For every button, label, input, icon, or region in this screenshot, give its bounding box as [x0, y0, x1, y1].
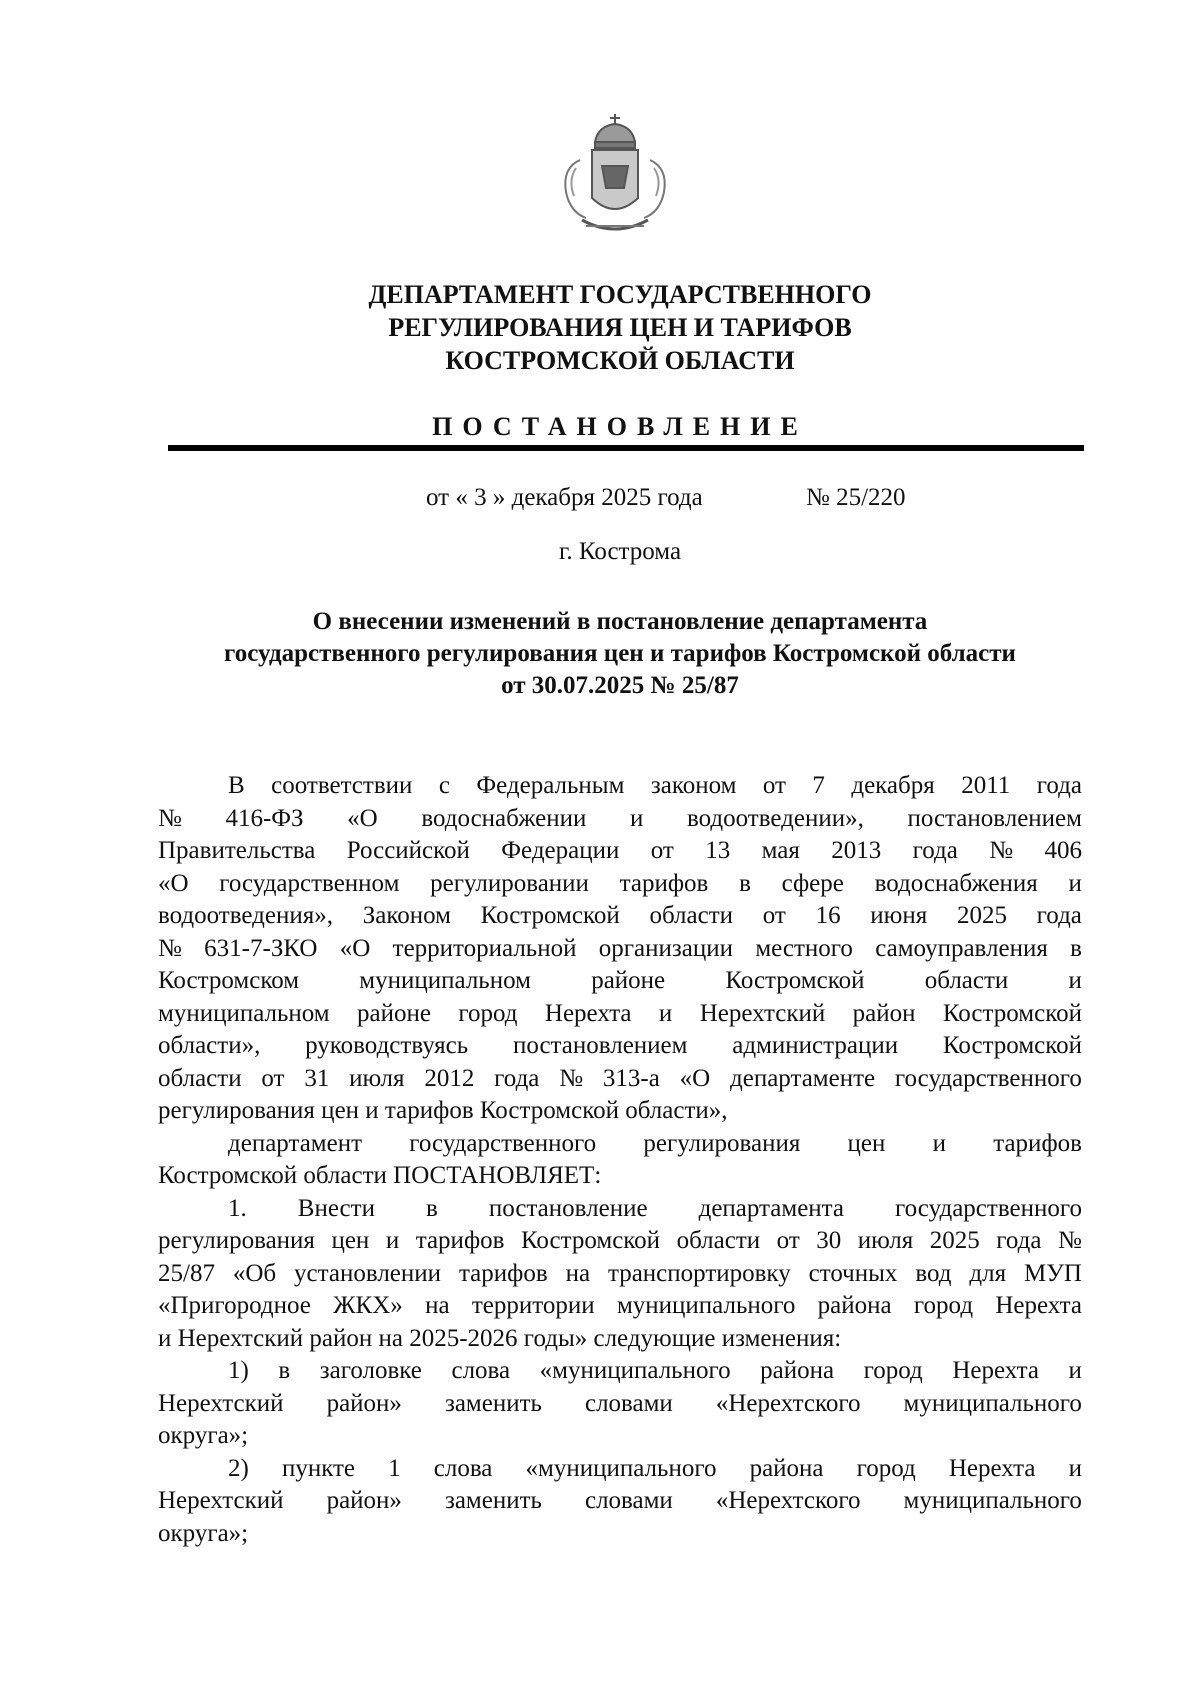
- body-line: [158, 803, 1082, 836]
- body-line: [158, 1290, 1082, 1323]
- body-word: года: [1036, 772, 1082, 799]
- body-word: водоснабжении: [421, 804, 587, 832]
- body-word: от: [762, 902, 786, 929]
- body-word: территории: [471, 1292, 595, 1319]
- body-line-text: регулирования цен и тарифов Костромской области»,: [158, 1097, 728, 1124]
- body-word: постановлением: [512, 1032, 688, 1059]
- body-word: территориальной: [392, 934, 577, 962]
- body-word: район: [852, 999, 916, 1027]
- body-word: тарифов: [619, 869, 709, 897]
- body-word: Нерехта: [952, 1357, 1039, 1384]
- body-word: и: [1068, 1454, 1082, 1482]
- body-line-text: и Нерехтский район на 2025-2026 годы» следующие изменения:: [158, 1324, 842, 1352]
- body-line: [158, 1420, 1082, 1453]
- body-line-text: Костромской области ПОСТАНОВЛЯЕТ:: [158, 1162, 602, 1189]
- body-word: №: [989, 837, 1014, 864]
- body-word: 406: [1044, 837, 1082, 864]
- body-line: [158, 770, 1082, 803]
- body-word: от: [762, 772, 786, 799]
- body-word: организации: [598, 934, 733, 962]
- body-word: области: [924, 967, 1009, 994]
- body-word: декабря: [851, 772, 935, 799]
- body-word: сточных: [808, 1259, 898, 1287]
- body-word: и: [1068, 1357, 1082, 1384]
- body-word: самоуправления: [875, 934, 1048, 962]
- body-word: МУП: [1024, 1259, 1082, 1287]
- body-word: департамент: [228, 1129, 363, 1157]
- body-word: государственного: [895, 1194, 1082, 1222]
- body-word: Нерехта: [544, 999, 632, 1027]
- body-word: 13: [705, 837, 731, 864]
- body-word: тарифов: [415, 1227, 505, 1254]
- body-word: области»,: [158, 1032, 261, 1059]
- body-word: словами: [584, 1487, 673, 1514]
- body-word: водоотведении»,: [687, 804, 864, 832]
- body-word: районе: [357, 999, 431, 1027]
- body-word: цен: [331, 1227, 370, 1254]
- body-line: [158, 1128, 1082, 1161]
- body-line: [158, 1518, 1082, 1551]
- body-word: и: [630, 804, 644, 832]
- body-word: законом: [650, 772, 737, 799]
- body-word: в: [278, 1357, 291, 1384]
- body-word: муниципального: [903, 1389, 1082, 1417]
- body-word: 7: [812, 772, 825, 799]
- body-word: постановлением: [907, 804, 1082, 832]
- document-number: № 25/220: [806, 484, 906, 511]
- body-word: Нерехтский: [158, 1389, 284, 1417]
- body-word: Костромской: [942, 999, 1082, 1027]
- body-word: Нерехта: [948, 1454, 1036, 1482]
- body-word: июля: [857, 1227, 914, 1254]
- body-word: №: [1058, 1227, 1082, 1254]
- body-word: и: [932, 1129, 947, 1157]
- body-word: области: [676, 1227, 761, 1254]
- body-word: от: [776, 1227, 800, 1254]
- body-word: государственном: [219, 869, 400, 897]
- body-word: 2025: [956, 902, 1007, 929]
- body-word: июля: [349, 1064, 405, 1092]
- body-word: года: [494, 1064, 540, 1092]
- department-title-line: РЕГУЛИРОВАНИЯ ЦЕН И ТАРИФОВ: [388, 313, 852, 342]
- body-word: Федеральным: [476, 772, 625, 799]
- body-word: Внести: [297, 1194, 375, 1222]
- body-word: государственного: [409, 1129, 597, 1157]
- body-word: №: [158, 934, 182, 962]
- body-word: 313-а: [602, 1064, 660, 1092]
- body-word: установлении: [294, 1259, 442, 1287]
- body-word: заголовке: [319, 1357, 422, 1384]
- body-word: и: [658, 999, 673, 1027]
- body-word: регулировании: [430, 869, 589, 897]
- body-line: [158, 933, 1082, 966]
- body-word: водоснабжения: [874, 869, 1038, 897]
- body-word: администрации: [732, 1032, 899, 1059]
- body-word: департаменте: [730, 1064, 876, 1092]
- body-line: [158, 998, 1082, 1031]
- body-word: тарифов: [458, 1259, 548, 1287]
- body-word: 16: [815, 902, 841, 929]
- body-word: тарифов: [993, 1129, 1082, 1157]
- body-line: [158, 900, 1082, 933]
- body-word: от: [261, 1064, 285, 1092]
- body-word: муниципального: [616, 1292, 796, 1319]
- body-word: области: [158, 1064, 242, 1092]
- body-word: заменить: [444, 1487, 542, 1514]
- body-word: департамента: [698, 1194, 845, 1222]
- body-word: Костромской: [725, 967, 865, 994]
- body-word: «О: [679, 1064, 711, 1092]
- body-word: «О: [347, 804, 378, 832]
- body-word: 30: [816, 1227, 842, 1254]
- body-word: 2011: [961, 772, 1011, 799]
- body-word: В: [228, 772, 245, 799]
- body-word: с: [438, 772, 450, 799]
- coat-of-arms-icon: [540, 108, 690, 243]
- body-word: на: [565, 1259, 591, 1287]
- body-word: постановление: [488, 1194, 648, 1222]
- department-title-line: ДЕПАРТАМЕНТ ГОСУДАРСТВЕННОГО: [368, 280, 872, 309]
- body-line: [158, 1388, 1082, 1421]
- body-word: заменить: [444, 1389, 542, 1417]
- body-word: Костромской: [480, 902, 620, 929]
- body-line: [158, 1485, 1082, 1518]
- body-word: мая: [761, 837, 800, 864]
- body-line-text: округа»;: [158, 1519, 249, 1547]
- body-line: [158, 1225, 1082, 1258]
- body-word: в: [1070, 934, 1082, 962]
- body-word: «муниципального: [539, 1357, 731, 1384]
- body-word: Костромском: [158, 967, 300, 994]
- body-line: [158, 835, 1082, 868]
- body-line: [158, 1160, 1082, 1193]
- department-title-line: КОСТРОМСКОЙ ОБЛАСТИ: [445, 346, 795, 375]
- body-word: районе: [591, 967, 666, 994]
- body-word: «Нерехтского: [715, 1389, 861, 1417]
- body-word: сфере: [781, 869, 844, 897]
- body-word: муниципального: [903, 1487, 1082, 1514]
- body-word: «муниципального: [525, 1454, 717, 1482]
- body-word: в: [426, 1194, 438, 1222]
- body-word: 1): [228, 1357, 249, 1384]
- body-word: цен: [847, 1129, 886, 1157]
- body-word: «О: [158, 869, 189, 897]
- body-word: район»: [326, 1389, 402, 1417]
- body-word: Российской: [346, 837, 470, 864]
- body-word: муниципальном: [158, 999, 330, 1027]
- body-word: государственного: [894, 1064, 1082, 1092]
- body-word: руководствуясь: [305, 1032, 469, 1059]
- body-word: муниципальном: [359, 967, 531, 994]
- body-word: №: [559, 1064, 584, 1092]
- body-word: и: [1068, 869, 1082, 897]
- document-date: от « 3 » декабря 2025 года: [426, 484, 703, 511]
- body-word: июня: [870, 902, 928, 929]
- body-word: район»: [326, 1487, 402, 1514]
- body-word: и: [1068, 967, 1082, 994]
- body-word: Костромской: [520, 1227, 661, 1254]
- body-line: [158, 965, 1082, 998]
- body-word: соответствии: [271, 772, 413, 799]
- body-word: город: [913, 1292, 974, 1319]
- document-city: г. Кострома: [558, 538, 682, 565]
- body-word: и: [385, 1227, 400, 1254]
- header-divider: [168, 445, 1084, 451]
- body-word: 25/87: [158, 1259, 215, 1287]
- body-word: 416-ФЗ: [225, 804, 304, 832]
- body-line: [158, 868, 1082, 901]
- body-line: [158, 1030, 1082, 1063]
- body-word: пункте: [281, 1454, 356, 1482]
- body-word: ЖКХ»: [333, 1292, 403, 1319]
- body-word: словами: [584, 1389, 673, 1417]
- body-word: Нерехтский: [158, 1487, 284, 1514]
- body-word: слова: [433, 1454, 493, 1482]
- document-type-heading: ПОСТАНОВЛЕНИЕ: [432, 412, 808, 441]
- body-word: района: [760, 1357, 835, 1384]
- body-word: района: [817, 1292, 892, 1319]
- body-word: от: [650, 837, 674, 864]
- body-word: для: [969, 1259, 1007, 1287]
- department-title: [160, 278, 1080, 377]
- body-word: в: [739, 869, 751, 897]
- body-word: Правительства: [158, 837, 316, 864]
- body-word: город: [856, 1454, 916, 1482]
- body-line: [158, 1063, 1082, 1096]
- body-word: года: [912, 837, 958, 864]
- body-word: Законом: [362, 902, 451, 929]
- body-word: регулирования: [643, 1129, 801, 1157]
- body-word: на: [425, 1292, 450, 1319]
- body-line-text: округа»;: [158, 1422, 249, 1449]
- body-word: 2): [228, 1454, 249, 1482]
- body-line: [158, 1453, 1082, 1486]
- body-word: транспортировку: [607, 1259, 791, 1287]
- subject-line: от 30.07.2025 № 25/87: [501, 672, 739, 699]
- body-word: 2012: [424, 1064, 475, 1092]
- body-word: Федерации: [501, 837, 620, 864]
- subject-line: О внесении изменений в постановление департамента: [312, 608, 928, 635]
- body-line: [158, 1258, 1082, 1291]
- body-line: [158, 1095, 1082, 1128]
- body-word: регулирования: [158, 1227, 315, 1254]
- body-word: «Об: [232, 1259, 277, 1287]
- body-word: года: [1036, 902, 1082, 929]
- body-word: «Нерехтского: [715, 1487, 861, 1514]
- body-word: вод: [915, 1259, 952, 1287]
- body-word: 1: [388, 1454, 401, 1482]
- body-word: года: [996, 1227, 1042, 1254]
- body-word: «О: [339, 934, 371, 962]
- body-word: слова: [451, 1357, 511, 1384]
- body-word: город: [458, 999, 518, 1027]
- body-word: района: [749, 1454, 824, 1482]
- body-word: 1.: [228, 1194, 247, 1222]
- document-body: [158, 770, 1082, 1550]
- body-word: №: [158, 804, 182, 832]
- body-line: [158, 1193, 1082, 1226]
- body-word: 31: [304, 1064, 330, 1092]
- body-word: город: [863, 1357, 923, 1384]
- body-word: местного: [755, 934, 853, 962]
- body-word: Нерехтский: [699, 999, 826, 1027]
- body-line: [158, 1323, 1082, 1356]
- body-word: водоотведения»,: [158, 902, 333, 929]
- body-word: 2025: [929, 1227, 980, 1254]
- body-word: Нерехта: [995, 1292, 1082, 1319]
- body-word: «Пригородное: [158, 1292, 311, 1319]
- subject-line: государственного регулирования цен и тарифов Костромской области: [224, 640, 1016, 667]
- body-word: 2013: [831, 837, 882, 864]
- body-word: 631-7-ЗКО: [204, 934, 318, 962]
- body-word: области: [649, 902, 734, 929]
- document-subject: [160, 606, 1080, 702]
- body-word: Костромской: [942, 1032, 1082, 1059]
- body-line: [158, 1355, 1082, 1388]
